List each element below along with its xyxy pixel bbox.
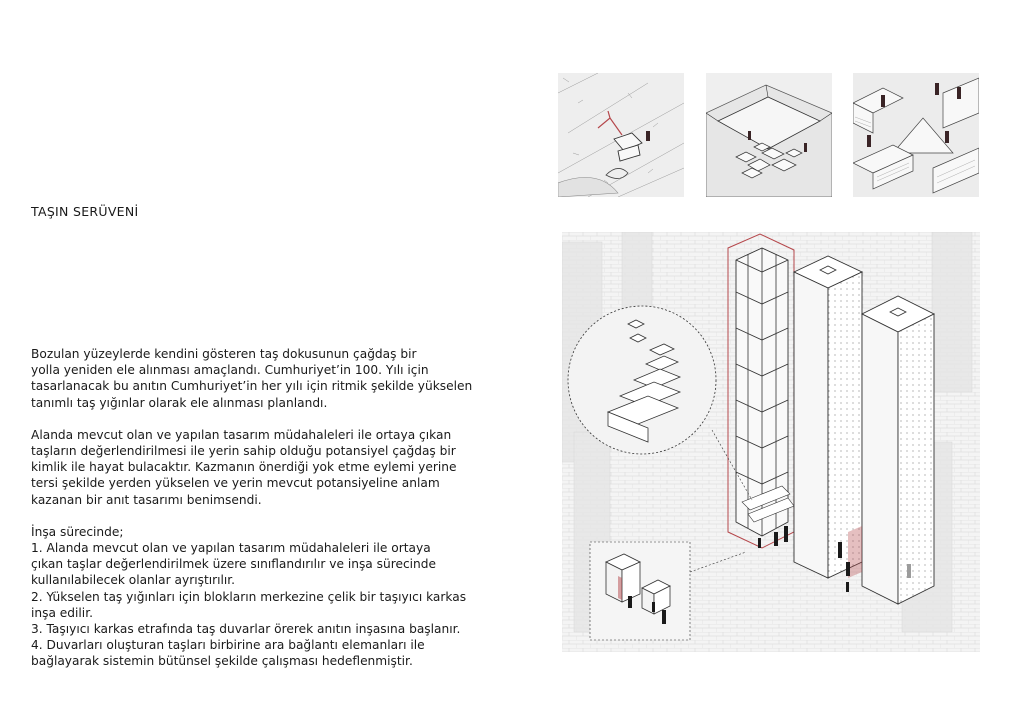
thumbnail-stone-pit	[706, 73, 832, 197]
excavation-illustration	[558, 73, 684, 197]
text-line: Bozulan yüzeylerde kendini gösteren taş dokusunun çağdaş bir	[31, 347, 417, 361]
text-line: kimlik ile hayat bulacaktır. Kazmanın önerdiği yok etme eylemi yerine	[31, 460, 457, 475]
text-line: tanımlı taş yığınlar olarak ele alınması planlandı.	[31, 395, 328, 410]
text-line: 4. Duvarları oluşturan taşları birbirine ara bağlantı elemanları ile	[31, 638, 425, 653]
text-line: yolla yeniden ele alınması amaçlandı. Cumhuriyet’in 100. Yılı için	[31, 363, 429, 378]
thumbnail-wall-building	[853, 73, 979, 197]
text-line: inşa edilir.	[31, 605, 93, 620]
thumbnail-excavation	[558, 73, 684, 197]
text-line: bağlayarak sistemin bütünsel şekilde çalışması hedeflenmiştir.	[31, 654, 413, 669]
monument-axonometric	[562, 232, 980, 652]
text-line: 3. Taşıyıcı karkas etrafında taş duvarlar örerek anıtın inşasına başlanır.	[31, 622, 461, 637]
text-line: tersi şekilde yerden yükselen ve yerin mevcut potansiyeline anlam	[31, 476, 440, 491]
stone-pit-illustration	[706, 73, 832, 197]
monument-illustration	[562, 232, 980, 652]
intro-paragraph	[31, 346, 491, 411]
process-heading: İnşa sürecinde;	[31, 524, 124, 539]
description-text	[31, 346, 491, 686]
text-line: 2. Yükselen taş yığınları için blokların merkezine çelik bir taşıyıcı karkas	[31, 589, 467, 604]
text-line: çıkan taşlar değerlendirilmek üzere sınıflandırılır ve inşa sürecinde	[31, 557, 437, 572]
stone-tower-middle	[794, 256, 862, 578]
text-line: Alanda mevcut olan ve yapılan tasarım müdahaleleri ile ortaya çıkan	[31, 427, 452, 442]
text-line: taşların değerlendirilmesi ile yerin sahip olduğu potansiyel çağdaş bir	[31, 444, 456, 459]
page-title: TAŞIN SERÜVENİ	[31, 204, 139, 219]
steel-frame-tower	[728, 234, 794, 548]
wall-building-illustration	[853, 73, 979, 197]
process-paragraph	[31, 524, 491, 670]
text-line: kazanan bir anıt tasarımı benimsendi.	[31, 492, 262, 507]
concept-paragraph	[31, 427, 491, 508]
text-line: 1. Alanda mevcut olan ve yapılan tasarım müdahaleleri ile ortaya	[31, 541, 431, 556]
text-line: kullanılabilecek olanlar ayrıştırılır.	[31, 573, 236, 588]
text-line: tasarlanacak bu anıtın Cumhuriyet’in her yılı için ritmik şekilde yükselen	[31, 379, 473, 394]
